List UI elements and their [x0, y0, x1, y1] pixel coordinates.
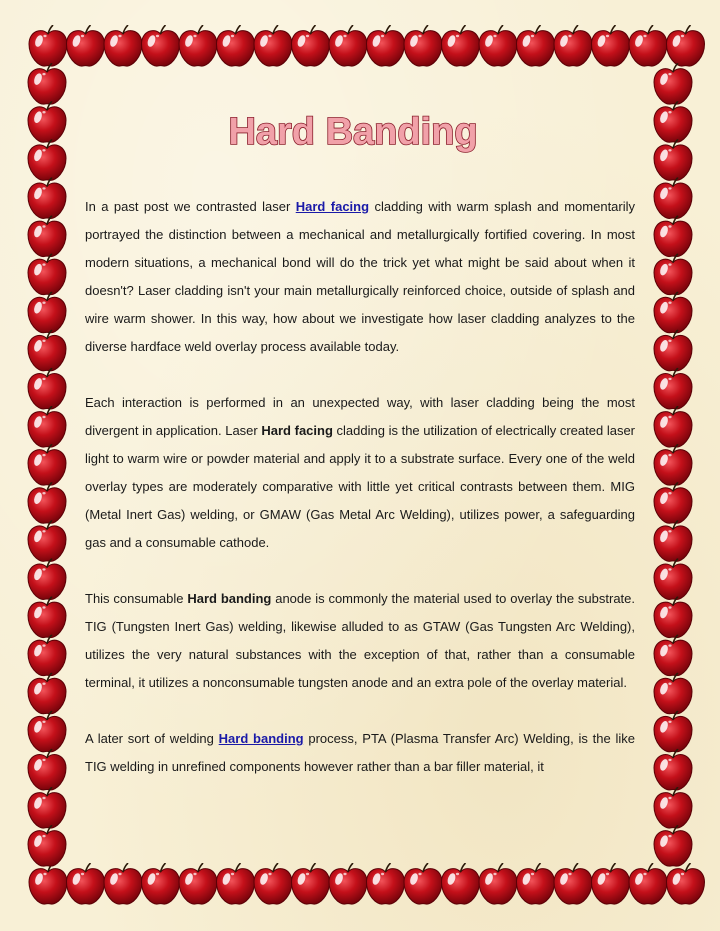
apple-icon — [29, 25, 67, 66]
apple-icon — [554, 863, 592, 904]
apple-icon — [67, 25, 105, 66]
apple-icon — [67, 863, 105, 904]
apple-icon — [29, 863, 67, 904]
apple-icon — [654, 482, 692, 523]
apple-icon — [292, 25, 330, 66]
apple-icon — [654, 63, 692, 104]
apple-icon — [179, 25, 217, 66]
apple-icon — [517, 25, 555, 66]
apple-icon — [28, 330, 66, 371]
article-body — [85, 193, 635, 809]
paragraph-text: Each interaction is performed in an unexpected way, with laser cladding being the most divergent in application. Laser — [85, 395, 635, 438]
apple-icon — [654, 330, 692, 371]
apple-icon — [329, 25, 367, 66]
apple-icon — [28, 482, 66, 523]
apple-icon — [654, 254, 692, 295]
apple-icon — [28, 444, 66, 485]
inline-link[interactable]: Hard banding — [218, 731, 304, 746]
paragraph-text: anode is commonly the material used to overlay the substrate. TIG (Tungsten Inert Gas) welding, likewise alluded to as GTAW (Gas Tungsten Arc Welding), utilizes the very natural substances with the exception of that, rather than a consumable terminal, it utilizes a nonconsumable tungsten anode and an extra pole of the overlay material. — [85, 591, 636, 690]
apple-icon — [479, 25, 517, 66]
page-title-text: Hard Banding — [228, 111, 478, 153]
apple-icon — [28, 749, 66, 790]
article-paragraph — [85, 725, 635, 781]
apple-icon — [479, 863, 517, 904]
apple-icon — [28, 787, 66, 828]
apple-icon — [654, 597, 692, 638]
paragraph-text: process, PTA (Plasma Transfer Arc) Welding, is the like TIG welding in unrefined components however rather than a bar filler material, it — [85, 731, 635, 774]
apple-icon — [217, 25, 255, 66]
apple-icon — [104, 25, 142, 66]
apple-icon — [629, 25, 667, 66]
apple-icon — [142, 863, 180, 904]
paragraph-text: In a past post we contrasted laser — [85, 199, 296, 214]
paragraph-text: cladding with warm splash and momentarily portrayed the distinction between a mechanical and metallurgically fortified covering. In most modern situations, a mechanical bond will do the trick yet what might be said about when it doesn't? Laser cladding isn't your main metallurgically reinforced choice, outside of splash and wire warm shower. In this way, how about we investigate how laser cladding analyzes to the diverse hardface weld overlay process available today. — [85, 199, 636, 354]
apple-icon — [592, 25, 630, 66]
apple-icon — [404, 25, 442, 66]
apple-icon — [629, 863, 667, 904]
apple-icon — [442, 863, 480, 904]
apple-icon — [28, 63, 66, 104]
apple-icon — [28, 177, 66, 218]
paragraph-text: A later sort of welding — [85, 731, 219, 746]
apple-icon — [654, 711, 692, 752]
paragraph-text: This consumable — [85, 591, 188, 606]
bold-keyword: Hard banding — [187, 591, 272, 606]
apple-icon — [28, 711, 66, 752]
apple-icon — [654, 520, 692, 561]
apple-icon — [592, 863, 630, 904]
article-paragraph — [85, 389, 635, 557]
apple-icon — [517, 863, 555, 904]
apple-icon — [28, 635, 66, 676]
apple-icon — [654, 444, 692, 485]
apple-icon — [654, 635, 692, 676]
apple-icon — [254, 25, 292, 66]
apple-icon — [179, 863, 217, 904]
apple-icon — [28, 558, 66, 599]
apple-icon — [442, 25, 480, 66]
apple-icon — [142, 25, 180, 66]
apple-icon — [667, 25, 705, 66]
apple-icon — [654, 673, 692, 714]
paragraph-text: cladding is the utilization of electrically created laser light to warm wire or powder material and apply it to a substrate surface. Every one of the weld overlay types are moderately comparative with little yet critical contrasts between them. MIG (Metal Inert Gas) welding, or GMAW (Gas Metal Arc Welding), utilizes power, a safeguarding gas and a consumable cathode. — [85, 423, 636, 550]
inline-link[interactable]: Hard facing — [295, 199, 370, 214]
apple-icon — [404, 863, 442, 904]
apple-icon — [654, 787, 692, 828]
apple-icon — [654, 368, 692, 409]
apple-icon — [28, 292, 66, 333]
apple-icon — [28, 368, 66, 409]
apple-icon — [667, 863, 705, 904]
apple-icon — [28, 597, 66, 638]
apple-icon — [554, 25, 592, 66]
apple-icon — [28, 673, 66, 714]
apple-icon — [292, 863, 330, 904]
apple-icon — [28, 406, 66, 447]
bold-keyword: Hard facing — [261, 423, 333, 438]
apple-icon — [654, 216, 692, 257]
apple-icon — [367, 25, 405, 66]
apple-icon — [654, 825, 692, 866]
apple-icon — [28, 254, 66, 295]
apple-icon — [654, 749, 692, 790]
apple-icon — [654, 558, 692, 599]
apple-icon — [28, 216, 66, 257]
apple-icon — [329, 863, 367, 904]
article-paragraph — [85, 585, 635, 697]
apple-icon — [28, 520, 66, 561]
apple-icon — [28, 825, 66, 866]
apple-icon — [654, 406, 692, 447]
apple-icon — [654, 292, 692, 333]
page-title — [0, 106, 720, 158]
apple-icon — [254, 863, 292, 904]
apple-icon — [654, 177, 692, 218]
apple-icon — [104, 863, 142, 904]
article-paragraph — [85, 193, 635, 361]
apple-icon — [217, 863, 255, 904]
apple-icon — [367, 863, 405, 904]
